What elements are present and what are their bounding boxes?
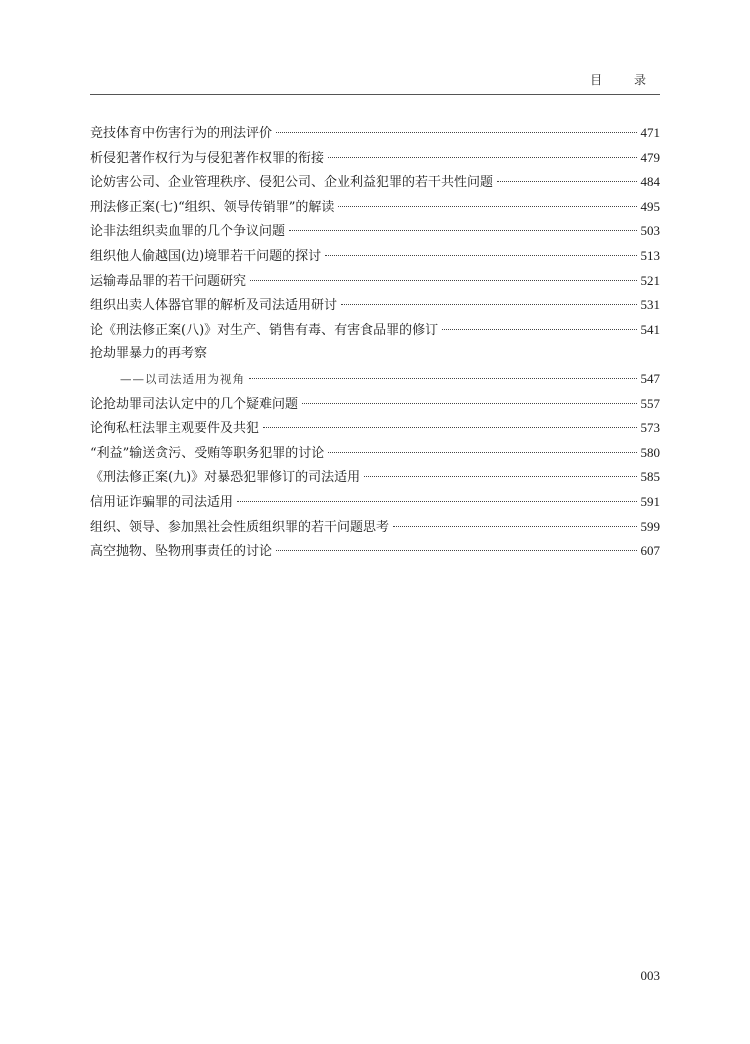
toc-entry-page: 484	[640, 174, 660, 190]
toc-entry	[90, 293, 660, 318]
toc-entry-page: 471	[640, 125, 660, 140]
toc-entry-page: 573	[640, 420, 660, 436]
toc-entry-page: 607	[640, 543, 660, 559]
toc-entry	[90, 539, 660, 564]
toc-entry-title: 抢劫罪暴力的再考察	[90, 346, 208, 362]
toc-entry-title: 《刑法修正案(九)》对暴恐犯罪修订的司法适用	[90, 470, 361, 486]
header-rule	[90, 94, 660, 95]
toc-entry	[90, 490, 660, 515]
toc-entry	[90, 146, 660, 171]
dot-leader	[338, 206, 636, 207]
dot-leader	[325, 255, 636, 256]
toc-entry-page: 495	[640, 198, 660, 214]
toc-entry-title: 论非法组织卖血罪的几个争议问题	[90, 224, 286, 240]
toc-entry-title: 刑法修正案(七)“组织、领导传销罪”的解读	[90, 199, 335, 215]
toc-entry-title: “利益”输送贪污、受贿等职务犯罪的讨论	[90, 445, 325, 461]
toc-entry-title: 析侵犯著作权行为与侵犯著作权罪的衔接	[90, 150, 325, 166]
table-of-contents	[90, 121, 660, 564]
toc-entry-page: 585	[640, 469, 660, 485]
dot-leader	[237, 501, 636, 502]
toc-entry-title: 论徇私枉法罪主观要件及共犯	[90, 421, 260, 437]
toc-entry-title: ——以司法适用为视角	[120, 371, 245, 386]
dot-leader	[393, 526, 636, 527]
toc-entry	[90, 392, 660, 417]
toc-entry-title: 高空抛物、坠物刑事责任的讨论	[90, 544, 273, 560]
toc-entry-page: 591	[640, 493, 660, 509]
dot-leader	[497, 181, 636, 182]
toc-entry-title: 论《刑法修正案(八)》对生产、销售有毒、有害食品罪的修订	[90, 322, 439, 338]
toc-entry	[90, 416, 660, 441]
toc-entry-page: 521	[640, 272, 660, 288]
dot-leader	[364, 476, 636, 477]
page-number: 003	[640, 968, 660, 983]
dot-leader	[302, 403, 636, 404]
toc-entry-page: 531	[640, 297, 660, 313]
toc-entry-page: 513	[640, 247, 660, 263]
running-header-title: 目 录	[590, 73, 660, 87]
toc-entry-title: 竞技体育中伤害行为的刑法评价	[90, 126, 273, 141]
dot-leader	[276, 550, 636, 551]
toc-entry	[90, 269, 660, 294]
dot-leader	[276, 132, 636, 133]
dot-leader	[442, 329, 636, 330]
dot-leader	[328, 452, 636, 453]
toc-entry	[90, 465, 660, 490]
toc-entry	[90, 219, 660, 244]
toc-entry	[90, 318, 660, 343]
toc-entry-title: 组织他人偷越国(边)境罪若干问题的探讨	[90, 248, 322, 264]
toc-entry-page: 503	[640, 223, 660, 239]
toc-entry-page: 580	[640, 444, 660, 460]
toc-entry	[90, 342, 660, 367]
toc-entry-subtitle	[90, 367, 660, 392]
toc-entry-title: 论抢劫罪司法认定中的几个疑难问题	[90, 396, 299, 412]
toc-entry-page: 557	[640, 395, 660, 411]
toc-entry-page: 547	[640, 370, 660, 386]
toc-entry-title: 组织出卖人体器官罪的解析及司法适用研讨	[90, 298, 338, 314]
toc-entry	[90, 195, 660, 220]
toc-entry	[90, 170, 660, 195]
dot-leader	[341, 304, 636, 305]
toc-entry-title: 信用证诈骗罪的司法适用	[90, 494, 234, 510]
toc-entry-title: 组织、领导、参加黑社会性质组织罪的若干问题思考	[90, 519, 390, 535]
toc-entry-title: 论妨害公司、企业管理秩序、侵犯公司、企业利益犯罪的若干共性问题	[90, 175, 494, 191]
toc-entry-page: 599	[640, 518, 660, 534]
toc-entry	[90, 244, 660, 269]
dot-leader	[289, 230, 636, 231]
toc-entry	[90, 121, 660, 146]
dot-leader	[328, 157, 636, 158]
dot-leader	[250, 280, 636, 281]
toc-entry-page: 479	[640, 149, 660, 165]
dot-leader	[263, 427, 636, 428]
toc-entry-title: 运输毒品罪的若干问题研究	[90, 273, 247, 289]
toc-entry	[90, 515, 660, 540]
toc-entry	[90, 441, 660, 466]
toc-entry-page: 541	[640, 321, 660, 337]
dot-leader	[249, 378, 637, 379]
